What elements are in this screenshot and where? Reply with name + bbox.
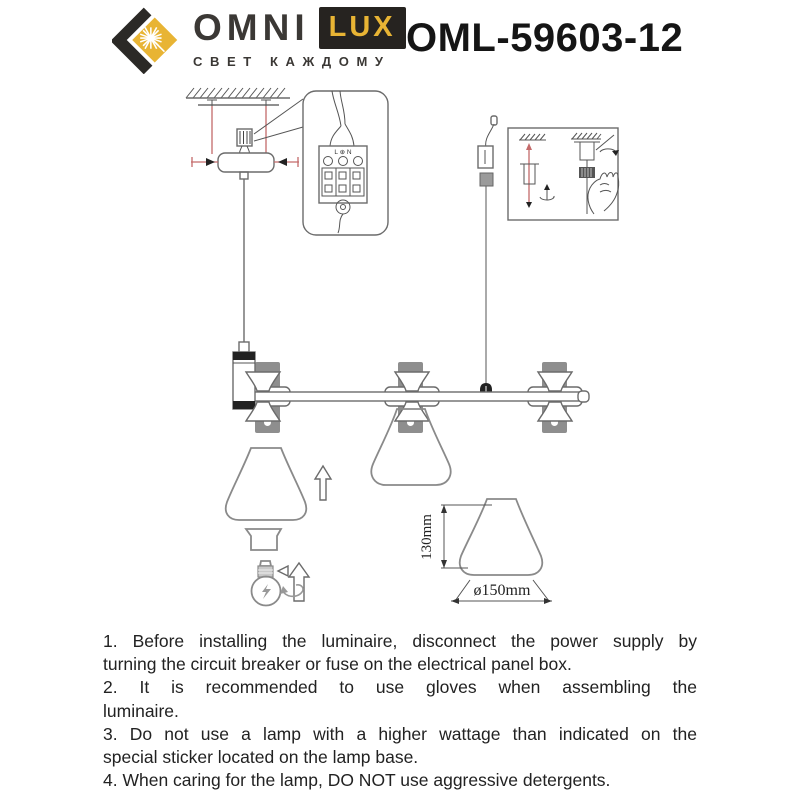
height-dimension-label: 130mm — [419, 514, 435, 560]
socket-cup — [246, 529, 281, 550]
light-bulb-icon — [252, 561, 281, 606]
ceiling-mount — [186, 88, 303, 172]
arrow-right-icon — [206, 158, 215, 166]
ceiling-hatch — [186, 88, 285, 98]
diameter-dimension-label: ø150mm — [473, 582, 531, 599]
horizontal-bar — [250, 392, 580, 401]
brand-tagline: СВЕТ КАЖДОМУ — [193, 54, 391, 69]
instructions-text — [103, 630, 697, 792]
arrow-up-icon — [315, 466, 331, 500]
wiring-inset — [303, 91, 388, 235]
model-number: OML-59603-12 — [406, 16, 684, 60]
instruction-line: special sticker located on the lamp base. — [103, 747, 419, 768]
terminal-label: L ⊕ N — [334, 149, 352, 156]
instruction-line: luminaire. — [103, 700, 179, 721]
lightning-icon — [262, 584, 271, 599]
instruction-line: 2. It is recommended to use gloves when assembling the — [103, 677, 697, 698]
instruction-line: turning the circuit breaker or fuse on the electrical panel box. — [103, 654, 572, 675]
arrow-left-icon — [278, 158, 287, 166]
ceiling-canopy — [218, 153, 274, 172]
brand-name-secondary: LUX — [328, 11, 396, 43]
cable-suspension — [478, 116, 497, 396]
mounting-screws — [207, 100, 271, 112]
instruction-line: 4. When caring for the lamp, DO NOT use aggressive detergents. — [103, 770, 611, 791]
arrow-left-icon — [278, 566, 288, 576]
lampshade — [226, 448, 307, 520]
shade-install-detail — [226, 448, 331, 606]
cable-end-cap — [491, 116, 497, 125]
brand-name-primary: OMNI — [193, 7, 310, 48]
bar-assembly — [233, 352, 589, 485]
instruction-line: 1. Before installing the luminaire, disconnect the power supply by — [103, 631, 697, 651]
suspension-rod — [239, 172, 249, 352]
lampshade-outline — [460, 499, 542, 575]
dimension-drawing — [419, 499, 552, 604]
screw-motion-arrows — [278, 563, 309, 601]
cable-lock — [480, 173, 493, 186]
assembly-steps-inset — [508, 128, 619, 220]
instruction-line: 3. Do not use a lamp with a higher wattage than indicated on the — [103, 723, 697, 744]
knurled-nut — [579, 167, 595, 178]
terminal-block-icon — [237, 129, 252, 155]
bar-end-cap — [578, 391, 589, 402]
